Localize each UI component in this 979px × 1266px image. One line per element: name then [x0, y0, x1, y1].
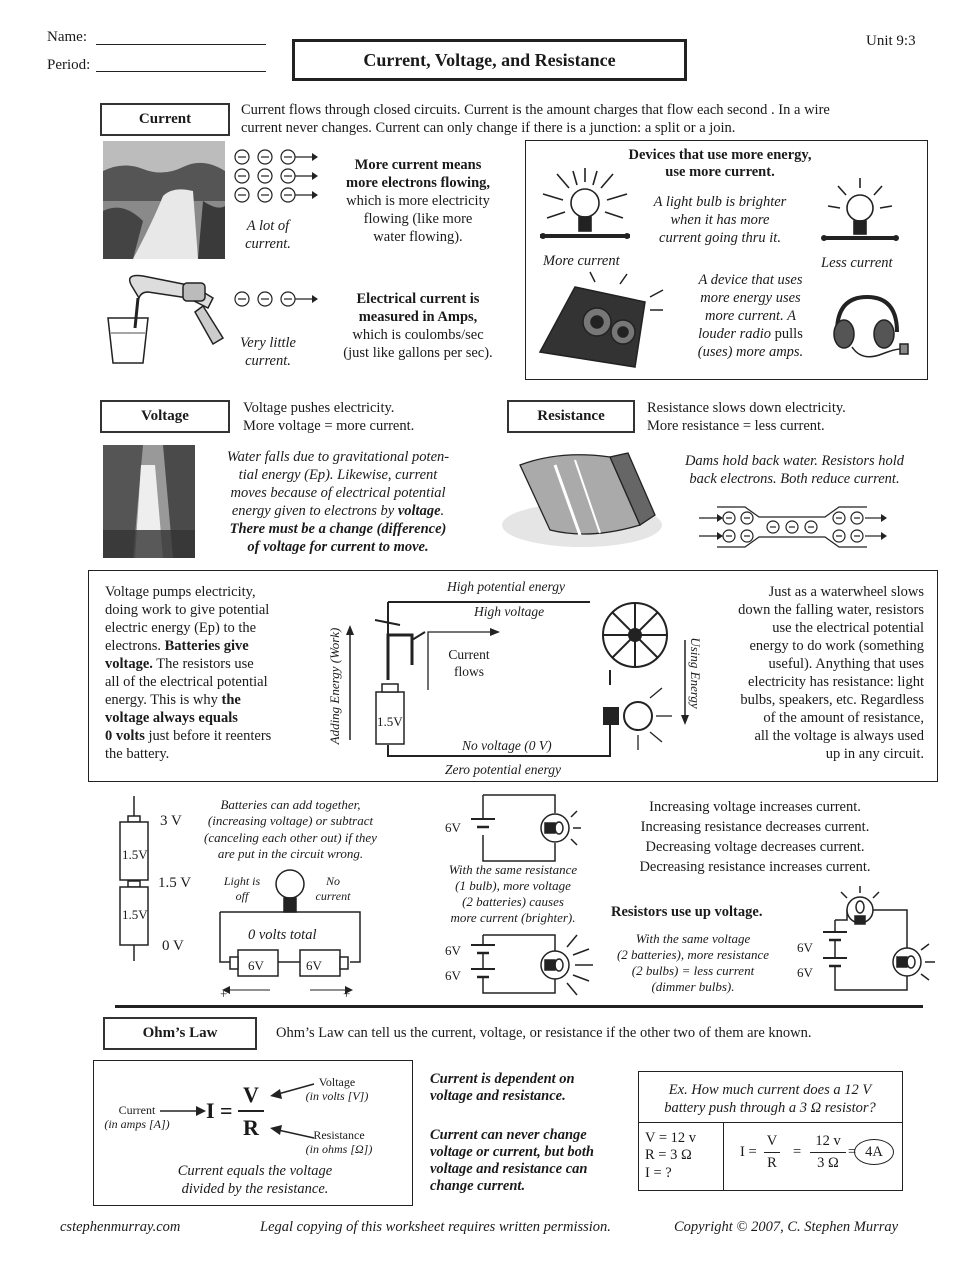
dim-bulb-icon — [820, 178, 900, 248]
formula-voltage-unit: (in volts [V]) — [305, 1089, 369, 1103]
formula-resistance-unit: (in ohms [Ω]) — [305, 1142, 373, 1156]
pump-left-3: electric energy (Ep) to the — [105, 620, 257, 636]
pump-right-10: up in any circuit. — [825, 746, 924, 762]
pump-right-2: down the falling water, resistors — [738, 602, 924, 618]
same-v-1: With the same voltage — [635, 931, 751, 946]
resistor-electrons-icon — [697, 505, 887, 550]
dam-icon — [500, 445, 665, 550]
pump-left-6: all of the electrical potential — [105, 674, 268, 690]
pump-left-2: doing work to give potential — [105, 602, 270, 618]
right-circuit-6v-1: 6V — [797, 940, 813, 955]
dependent-2: voltage and resistance. — [430, 1088, 566, 1104]
top-circuit-6v: 6V — [445, 820, 461, 835]
speaker-icon — [535, 272, 665, 368]
amps-bold-1: Electrical current is — [356, 291, 480, 307]
resistance-intro-1: Resistance slows down electricity. — [647, 400, 846, 416]
section-divider — [115, 1005, 923, 1008]
calc-num: 12 v — [815, 1133, 841, 1149]
ohms-law-label: Ohm’s Law — [103, 1017, 257, 1050]
same-r-1: With the same resistance — [448, 862, 578, 877]
two-bulb-circuit — [815, 890, 945, 1000]
amps-bold-2: measured in Amps, — [358, 309, 478, 325]
pump-left-4 — [105, 637, 249, 655]
formula-v: V — [243, 1082, 259, 1107]
resistors-use-voltage: Resistors use up voltage. — [611, 904, 763, 920]
pump-left-4-a: electrons. — [105, 638, 165, 654]
formula-caption-1: Current equals the voltage — [177, 1163, 333, 1179]
pump-left-8: voltage always equals — [105, 710, 238, 726]
bright-bulb-icon — [535, 168, 635, 250]
formula-current-unit: (in amps [A]) — [104, 1117, 170, 1131]
radio-4-b: pulls — [771, 326, 803, 342]
water-3: moves because of electrical potential — [230, 485, 446, 501]
add-4: are put in the circuit wrong. — [217, 846, 364, 861]
example-question-2: battery push through a 3 Ω resistor? — [664, 1100, 876, 1116]
rule-1: Increasing voltage increases current. — [649, 799, 861, 815]
water-4-c: . — [440, 503, 445, 519]
page-title: Current, Voltage, and Resistance — [363, 49, 616, 70]
more-current-label: More current — [543, 253, 620, 269]
current-intro-1: Current flows through closed circuits. Current is the amount charges that flow each second . In a wire — [241, 102, 830, 118]
pump-left-1: Voltage pumps electricity, — [105, 584, 256, 600]
pump-right-3: use the electrical potential — [772, 620, 924, 636]
brighter-2: when it has more — [670, 212, 770, 228]
dam-1: Dams hold back water. Resistors hold — [684, 453, 905, 469]
same-r-4: more current (brighter). — [450, 910, 576, 925]
more-current-bold-2: more electrons flowing, — [345, 175, 491, 191]
radio-3: more current. A — [705, 308, 796, 324]
bottom-circuit-6v-1: 6V — [445, 943, 461, 958]
high-voltage: High voltage — [474, 604, 545, 619]
adding-energy-label: Adding Energy (Work) — [327, 627, 342, 745]
light-off-2: off — [235, 889, 249, 903]
zero-potential-energy: Zero potential energy — [445, 762, 561, 777]
formula-r: R — [243, 1115, 259, 1140]
same-r-3: (2 batteries) causes — [462, 894, 564, 909]
single-battery-circuit — [465, 793, 585, 863]
water-2: tial energy (Ep). Likewise, current — [238, 467, 438, 483]
calc-eq-2: = — [848, 1144, 857, 1160]
pump-left-7-a: energy. This is why — [105, 692, 222, 708]
pump-left-5-a: voltage. — [105, 656, 153, 672]
never-4: change current. — [430, 1178, 526, 1194]
headphones-icon — [822, 292, 912, 362]
example-question-1: Ex. How much current does a 12 V — [668, 1082, 872, 1098]
devices-title-2: use more current. — [665, 164, 775, 180]
bottom-circuit-6v-2: 6V — [445, 968, 461, 983]
same-v-3: (2 bulbs) = less current — [631, 963, 755, 978]
calc-eq-1: = — [793, 1144, 802, 1160]
zero-volts-total: 0 volts total — [248, 927, 317, 943]
never-2: voltage or current, but both — [430, 1144, 594, 1160]
devices-title-1: Devices that use more energy, — [628, 147, 812, 163]
add-3: (canceling each other out) if they — [204, 830, 377, 845]
more-current-bold-1: More current means — [354, 157, 482, 173]
lot-caption-2: current. — [245, 236, 291, 252]
voltage-intro-1: Voltage pushes electricity. — [243, 400, 395, 416]
rule-2: Increasing resistance decreases current. — [640, 819, 870, 835]
lot-caption-1: A lot of — [246, 218, 290, 234]
same-r-2: (1 bulb), more voltage — [455, 878, 571, 893]
period-label: Period: — [47, 57, 91, 73]
cell-a: 6V — [248, 958, 264, 973]
current-flows-1: Current — [448, 647, 490, 662]
period-line[interactable] — [96, 71, 266, 72]
water-1: Water falls due to gravitational poten- — [226, 449, 450, 465]
amps-text-2: (just like gallons per sec). — [343, 345, 493, 361]
pump-left-5-b: The resistors use — [152, 656, 254, 672]
add-1: Batteries can add together, — [220, 797, 361, 812]
radio-4 — [668, 325, 833, 343]
resistance-intro-2: More resistance = less current. — [647, 418, 825, 434]
radio-4-a: louder radio — [698, 326, 772, 342]
voltage-label: Voltage — [100, 400, 230, 433]
dam-2: back electrons. Both reduce current. — [689, 471, 900, 487]
answer-value: 4A — [865, 1143, 883, 1160]
plus-a: + — [220, 986, 228, 1001]
given-i: I = ? — [645, 1165, 672, 1181]
brighter-1: A light bulb is brighter — [653, 194, 787, 210]
formula-caption-2: divided by the resistance. — [181, 1181, 329, 1197]
current-intro-2: current never changes. Current can only change if there is a junction: a split or a join. — [241, 120, 736, 136]
right-circuit-6v-2: 6V — [797, 965, 813, 980]
footer-copyright: Copyright © 2007, C. Stephen Murray — [674, 1219, 899, 1235]
never-3: voltage and resistance can — [430, 1161, 588, 1177]
example-divider — [638, 1122, 903, 1123]
light-off-1: Light is — [223, 874, 261, 888]
formula-current-label: Current — [118, 1103, 156, 1117]
pump-right-5: useful). Anything that uses — [768, 656, 924, 672]
pump-battery-label: 1.5V — [377, 714, 403, 729]
current-arrow-icon — [160, 1101, 208, 1121]
pump-right-8: of the amount of resistance, — [763, 710, 924, 726]
little-caption-2: current. — [245, 353, 291, 369]
same-v-2: (2 batteries), more resistance — [616, 947, 770, 962]
given-r: R = 3 Ω — [645, 1147, 692, 1163]
rule-3: Decreasing voltage decreases current. — [645, 839, 865, 855]
waterfall-photo — [103, 445, 195, 558]
voltage-intro-2: More voltage = more current. — [243, 418, 415, 434]
stack-1-5v: 1.5 V — [158, 875, 192, 891]
pump-right-9: all the voltage is always used — [754, 728, 924, 744]
pump-right-6: electricity has resistance: light — [748, 674, 924, 690]
using-energy-label: Using Energy — [688, 637, 703, 709]
pump-left-5 — [105, 655, 254, 673]
electron-flow-many — [232, 149, 322, 209]
no-current-2: current — [315, 889, 351, 903]
pump-left-4-b: Batteries give — [164, 638, 249, 654]
calc-r: R — [767, 1155, 777, 1171]
radio-1: A device that uses — [698, 272, 803, 288]
title-box — [292, 39, 687, 81]
answer-circle — [854, 1139, 894, 1165]
calc-bar-1 — [764, 1152, 780, 1153]
stack-3v: 3 V — [160, 813, 182, 829]
formula-voltage-label: Voltage — [318, 1075, 356, 1089]
footer-legal: Legal copying of this worksheet requires written permission. — [260, 1219, 611, 1235]
pump-right-1: Just as a waterwheel slows — [768, 584, 924, 600]
resistance-label: Resistance — [507, 400, 635, 433]
battery-stack-icon — [112, 796, 162, 966]
name-line[interactable] — [96, 44, 266, 45]
stack-0v: 0 V — [162, 938, 184, 954]
rule-4: Decreasing resistance increases current. — [639, 859, 871, 875]
no-current-1: No — [325, 874, 340, 888]
less-current-label: Less current — [821, 255, 893, 271]
dependent-1: Current is dependent on — [430, 1071, 575, 1087]
pump-left-9-b: just before it reenters — [144, 728, 272, 744]
radio-5: (uses) more amps. — [697, 344, 804, 360]
water-6: of voltage for current to move. — [247, 539, 429, 555]
stack-cell-top: 1.5V — [122, 847, 148, 862]
pump-left-9 — [105, 727, 271, 745]
never-1: Current can never change — [430, 1127, 587, 1143]
ohms-law-intro: Ohm’s Law can tell us the current, voltage, or resistance if the other two of them are known. — [276, 1025, 812, 1041]
more-current-text-3: water flowing). — [373, 229, 463, 245]
name-label: Name: — [47, 29, 87, 45]
water-5: There must be a change (difference) — [229, 521, 447, 537]
calc-den: 3 Ω — [817, 1155, 839, 1171]
water-4-a: energy given to electrons by — [231, 503, 398, 519]
little-caption-1: Very little — [240, 335, 296, 351]
current-label: Current — [100, 103, 230, 136]
add-2: (increasing voltage) or subtract — [207, 813, 374, 828]
river-photo — [103, 141, 225, 259]
calc-i: I = — [740, 1144, 757, 1160]
pump-left-10: the battery. — [105, 746, 170, 762]
pump-left-7 — [105, 691, 241, 709]
more-current-text-1: which is more electricity — [346, 193, 490, 209]
stack-cell-bottom: 1.5V — [122, 907, 148, 922]
formula-resistance-label: Resistance — [313, 1128, 365, 1142]
water-4-b: voltage — [397, 503, 441, 519]
calc-bar-2 — [810, 1152, 846, 1153]
more-current-text-2: flowing (like more — [363, 211, 473, 227]
example-vertical-divider — [723, 1122, 724, 1191]
unit-label: Unit 9:3 — [866, 33, 916, 49]
faucet-icon — [103, 268, 225, 368]
plus-b: + — [343, 986, 351, 1001]
high-potential-energy: High potential energy — [447, 579, 565, 594]
given-v: V = 12 v — [645, 1130, 697, 1146]
no-voltage-label: No voltage (0 V) — [462, 738, 552, 753]
water-4 — [200, 502, 476, 520]
pump-left-9-a: 0 volts — [105, 728, 145, 744]
current-flows-2: flows — [454, 664, 484, 679]
cell-b: 6V — [306, 958, 322, 973]
formula-fraction-bar — [238, 1110, 264, 1112]
formula-i: I = — [206, 1098, 233, 1123]
brighter-3: current going thru it. — [659, 230, 781, 246]
footer-site[interactable]: cstephenmurray.com — [60, 1219, 181, 1235]
calc-v: V — [766, 1133, 778, 1149]
electron-flow-few — [232, 290, 322, 308]
double-battery-circuit — [465, 927, 605, 999]
radio-2: more energy uses — [700, 290, 801, 306]
pump-left-7-b: the — [221, 692, 241, 708]
pump-right-7: bulbs, speakers, etc. Regardless — [740, 692, 924, 708]
pump-right-4: energy to do work (something — [749, 638, 924, 654]
same-v-4: (dimmer bulbs). — [651, 979, 735, 994]
amps-text-1: which is coulombs/sec — [352, 327, 484, 343]
